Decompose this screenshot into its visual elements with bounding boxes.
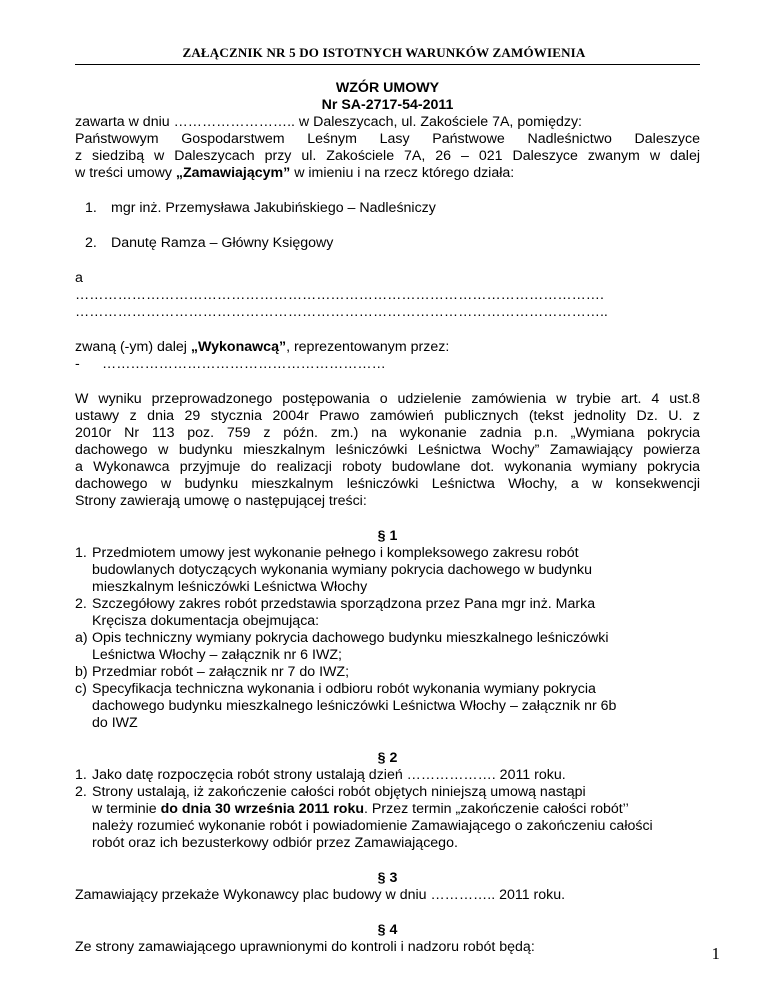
s1-subitem-c-line-2: dachowego budynku mieszkalnego leśniczówki Leśnictwa Włochy – załącznik nr 6b bbox=[92, 698, 617, 714]
s1-subitem-c-label: c) bbox=[75, 681, 87, 697]
section-4-heading: § 4 bbox=[377, 922, 398, 938]
representative-2: Danutę Ramza – Główny Księgowy bbox=[111, 235, 334, 251]
preamble-line-1: W wyniku przeprowadzonego postępowania o udzielenie zamówienia w trybie art. 4 ust.8 bbox=[75, 391, 700, 407]
s1-item-2-line-1: Szczegółowy zakres robót przedstawia sporządzona przez Pana mgr inż. Marka bbox=[92, 596, 596, 612]
s2-item-2-line-3: należy rozumieć wykonanie robót i powiadomienie Zamawiającego o zakończeniu całości bbox=[92, 818, 653, 834]
s4-text: Ze strony zamawiającego uprawnionymi do kontroli i nadzoru robót będą: bbox=[75, 939, 535, 955]
intro-line-4: w treści umowy „Zamawiającym” w imieniu i na rzecz którego działa: bbox=[75, 165, 515, 181]
conjunction-a: a bbox=[75, 270, 83, 286]
contractor-dash: - bbox=[75, 356, 80, 372]
ordering-party-term: „Zamawiającym” bbox=[175, 165, 291, 181]
preamble-line-7: Strony zawierają umowę o następującej treści: bbox=[75, 493, 367, 509]
section-3-heading: § 3 bbox=[377, 870, 398, 886]
s1-item-2-line-2: Kręcisza dokumentacja obejmująca: bbox=[92, 613, 320, 629]
contractor-line: zwaną (-ym) dalej „Wykonawcą”, reprezentowanym przez: bbox=[75, 339, 450, 355]
section-2-heading: § 2 bbox=[377, 750, 398, 766]
preamble-line-3: 2010r Nr 113 poz. 759 z późn. zm.) na wykonanie zadnia p.n. „Wymiana pokrycia bbox=[75, 425, 700, 441]
preamble-line-4: dachowego w budynku mieszkalnym leśniczówki Leśnictwa Wochy” Zamawiający powierza bbox=[75, 442, 700, 458]
intro-line-1: zawarta w dniu …………………….. w Daleszycach, ul. Zakościele 7A, pomiędzy: bbox=[75, 114, 582, 130]
representative-1: mgr inż. Przemysława Jakubińskiego – Nadleśniczy bbox=[111, 200, 436, 216]
completion-deadline: do dnia 30 września 2011 roku bbox=[160, 801, 365, 817]
contractor-dots-line-2: ………………………………………………………………………………………………….. bbox=[75, 304, 608, 320]
section-1-heading: § 1 bbox=[377, 528, 398, 544]
s2-item-1: Jako datę rozpoczęcia robót strony ustalają dzień ………………. 2011 roku. bbox=[92, 767, 566, 783]
s3-text: Zamawiający przekaże Wykonawcy plac budowy w dniu ………….. 2011 roku. bbox=[75, 887, 566, 903]
contract-number: Nr SA-2717-54-2011 bbox=[321, 97, 454, 113]
intro-line-2: Państwowym Gospodarstwem Leśnym Lasy Państwowe Nadleśnictwo Daleszyce bbox=[75, 131, 700, 147]
contractor-rep-dots: …………………………………………………… bbox=[102, 356, 386, 372]
s1-subitem-c-line-1: Specyfikacja techniczna wykonania i odbioru robót wykonania wymiany pokrycia bbox=[92, 681, 596, 697]
s1-item-1-line-3: mieszkalnym leśniczówki Leśnictwa Włochy bbox=[92, 579, 368, 595]
s2-item-1-number: 1. bbox=[75, 767, 87, 783]
intro-line-3: z siedzibą w Daleszycach przy ul. Zakościele 7A, 26 – 021 Daleszyce zwanym w dalej bbox=[75, 148, 700, 164]
preamble-line-6: dachowego w budynku mieszkalnym leśniczówki Leśnictwa Włochy, a w konsekwencji bbox=[75, 476, 700, 492]
contractor-dots-line-1: …………………………………………………………………………………………………. bbox=[75, 287, 604, 303]
s2-item-2-line-2: w terminie do dnia 30 września 2011 roku. Przez termin „zakończenie całości robót’’ bbox=[92, 801, 629, 817]
s2-item-2-line-1: Strony ustalają, iż zakończenie całości robót objętych niniejszą umową nastąpi bbox=[92, 784, 586, 800]
s2-item-2-number: 2. bbox=[75, 784, 87, 800]
contractor-term: „Wykonawcą” bbox=[190, 339, 287, 355]
s1-subitem-c-line-3: do IWZ bbox=[92, 715, 138, 731]
s1-item-1-line-2: budowlanych dotyczących wykonania wymiany pokrycia dachowego w budynku bbox=[92, 562, 592, 578]
preamble-line-5: a Wykonawca przyjmuje do realizacji roboty budowlane dot. wykonania wymiany pokrycia bbox=[75, 459, 700, 475]
s1-item-2-number: 2. bbox=[75, 596, 87, 612]
header-divider bbox=[75, 64, 700, 65]
document-header: ZAŁĄCZNIK NR 5 DO ISTOTNYCH WARUNKÓW ZAMÓWIENIA bbox=[182, 45, 586, 60]
page-number: 1 bbox=[711, 944, 720, 963]
s1-subitem-a-label: a) bbox=[75, 630, 88, 646]
representative-2-number: 2. bbox=[85, 235, 97, 251]
s1-subitem-b: Przedmiar robót – załącznik nr 7 do IWZ; bbox=[92, 664, 350, 680]
s1-subitem-a-line-1: Opis techniczny wymiany pokrycia dachowego budynku mieszkalnego leśniczówki bbox=[92, 630, 609, 646]
representative-1-number: 1. bbox=[85, 200, 97, 216]
s1-subitem-b-label: b) bbox=[75, 664, 88, 680]
contract-title: WZÓR UMOWY bbox=[335, 80, 440, 96]
s1-item-1-number: 1. bbox=[75, 545, 87, 561]
s1-item-1-line-1: Przedmiotem umowy jest wykonanie pełnego i kompleksowego zakresu robót bbox=[92, 545, 579, 561]
preamble-line-2: ustawy z dnia 29 stycznia 2004r Prawo zamówień publicznych (tekst jednolity Dz. U. z bbox=[75, 408, 700, 424]
s2-item-2-line-4: robót oraz ich bezusterkowy odbiór przez Zamawiającego. bbox=[92, 835, 458, 851]
s1-subitem-a-line-2: Leśnictwa Włochy – załącznik nr 6 IWZ; bbox=[92, 647, 342, 663]
